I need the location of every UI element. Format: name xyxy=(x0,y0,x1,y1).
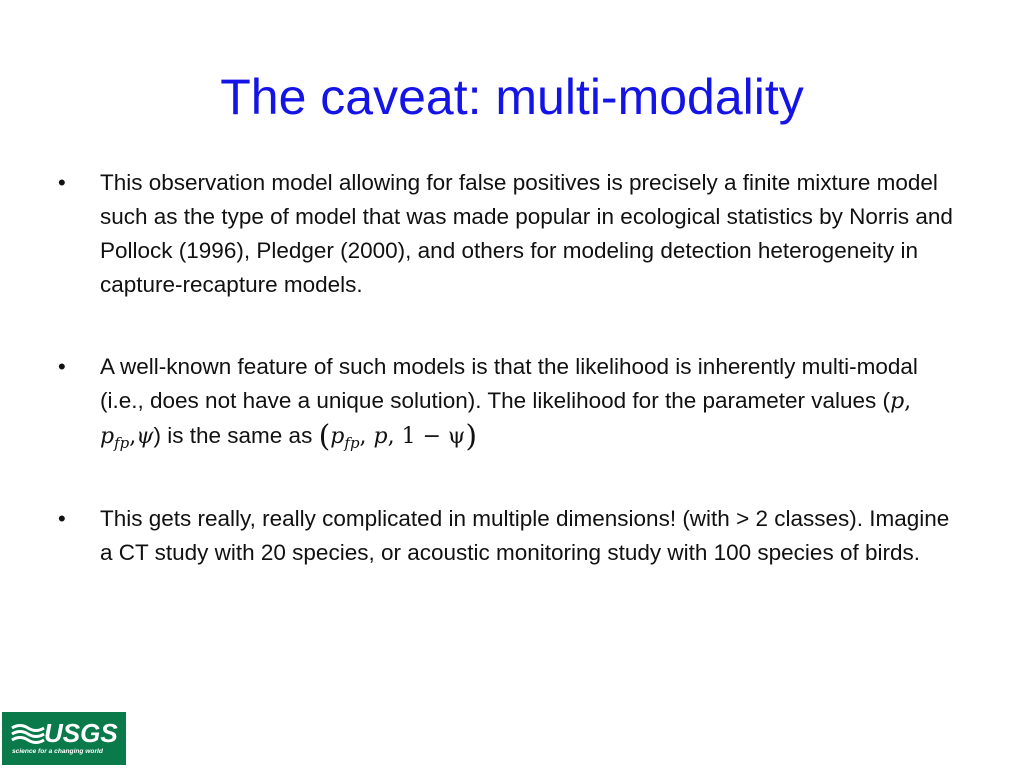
usgs-tagline: science for a changing world xyxy=(12,748,103,755)
bullet-list xyxy=(56,166,966,570)
bullet-marker: • xyxy=(58,354,66,379)
bullet-text: A well-known feature of such models is that the likelihood is inherently multi-modal (i.e., does not have a unique solution). The likelihood for the parameter values ( xyxy=(100,354,918,413)
bullet-item xyxy=(56,502,966,570)
bullet-marker: • xyxy=(58,506,66,531)
usgs-logo xyxy=(2,712,126,765)
math-swapped-parameters: ($p_{fp}$, p, 1 − ψ) xyxy=(318,419,478,454)
slide-title: The caveat: multi-modality xyxy=(220,69,804,125)
bullet-text: This observation model allowing for false positives is precisely a finite mixture model such as the type of model that was made popular in ecological statistics by Norris and Pollock (1996), Pledger (2000), and others for modeling detection heterogeneity in capture-recapture models. xyxy=(100,170,953,297)
bullet-marker: • xyxy=(58,170,66,195)
usgs-wordmark: USGS xyxy=(44,718,118,748)
bullet-item xyxy=(56,350,966,454)
bullet-text: ) is the same as xyxy=(153,423,319,448)
bullet-item xyxy=(56,166,966,302)
bullet-text: This gets really, really complicated in multiple dimensions! (with > 2 classes). Imagine a CT study with 20 species, or acoustic monitoring study with 100 species of birds. xyxy=(100,506,950,565)
math-parameters: p, $p_{fp},\psi$ xyxy=(100,389,912,452)
